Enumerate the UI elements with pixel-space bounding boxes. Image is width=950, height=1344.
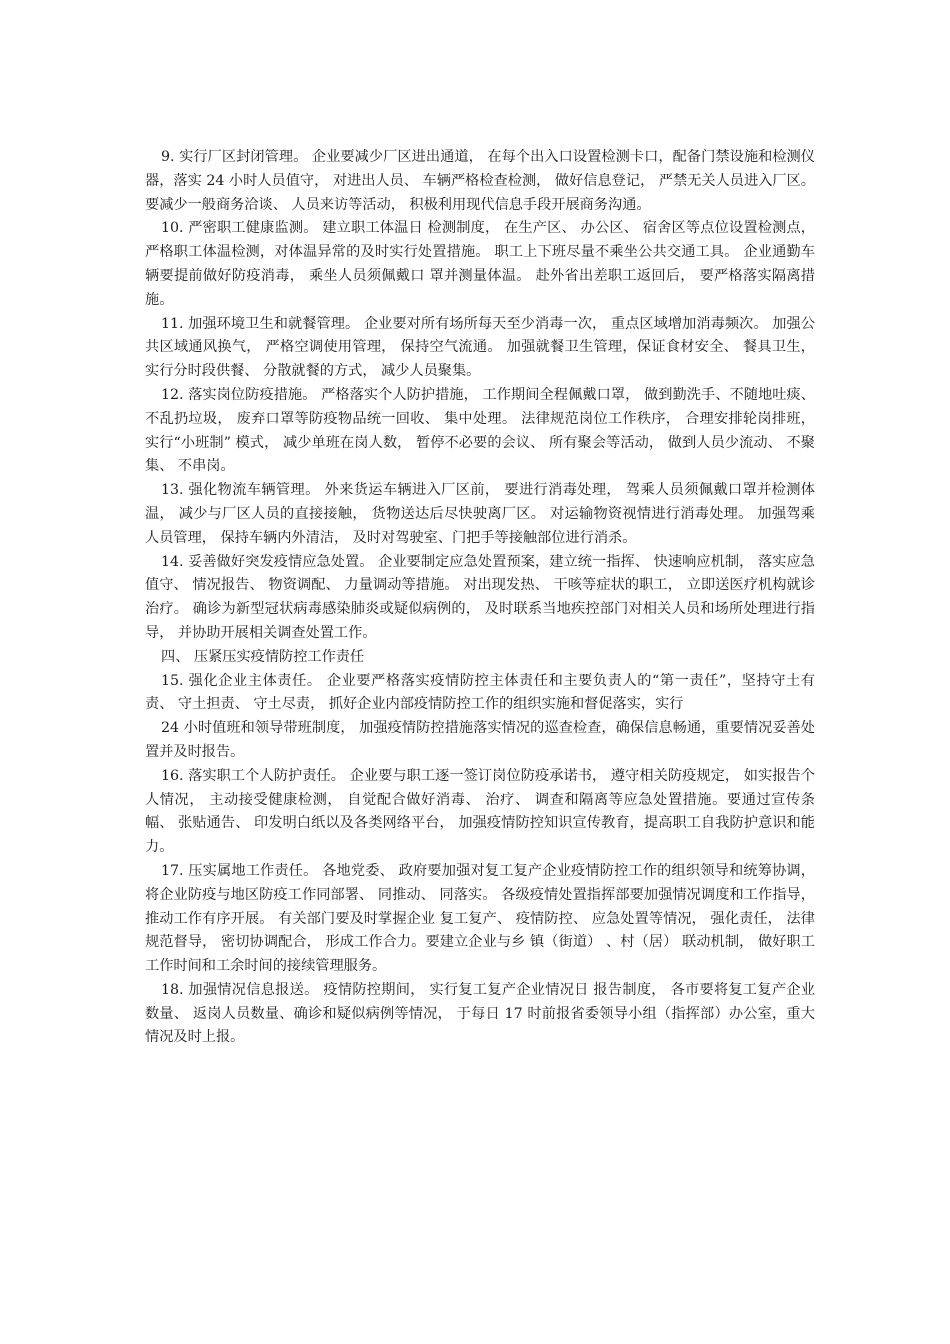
paragraph-15-continued: 24 小时值班和领导带班制度， 加强疫情防控措施落实情况的巡查检查，确保信息畅通，重要情况妥善处置并及时报告。 — [145, 720, 815, 760]
section-heading-4: 四、 压紧压实疫情防控工作责任 — [161, 648, 365, 665]
paragraph-15: 15. 强化企业主体责任。 企业要严格落实疫情防控主体责任和主要负责人的“第一责任”，坚持守土有责、 守土担责、 守土尽责， 抓好企业内部疫情防控工作的组织实施和督促落实，实行 — [145, 672, 815, 713]
paragraph-16: 16. 落实职工个人防护责任。 企业要与职工逐一签订岗位防疫承诺书， 遵守相关防疫规定， 如实报告个人情况， 主动接受健康检测， 自觉配合做好消毒、 治疗、 调查和隔离等应急处置措施。要通过宣传条幅、 张贴通告、 印发明白纸以及各类网络平台， 加强疫情防控知识宣传教育，提高职工自我防护意识和能力。 — [145, 767, 815, 856]
paragraph-17: 17. 压实属地工作责任。 各地党委、 政府要加强对复工复产企业疫情防控工作的组织领导和统筹协调， 将企业防疫与地区防疫工作同部署、 同推动、 同落实。 各级疫情处置指挥部要加强情况调度和工作指导， 推动工作有序开展。 有关部门要及时掌握企业 复工复产、 疫情防控、 应急处置等情况， 强化责任， 法律规范督导， 密切协调配合， 形成工作合力。要建立企业与乡 镇（街道） 、村（居） 联动机制， 做好职工工作时间和工余时间的接续管理服务。 — [145, 862, 815, 975]
paragraph-11: 11. 加强环境卫生和就餐管理。 企业要对所有场所每天至少消毒一次， 重点区域增加消毒频次。 加强公共区域通风换气， 严格空调使用管理， 保持空气流通。 加强就餐卫生管理，保证食材安全、 餐具卫生， 实行分时段供餐、 分散就餐的方式， 减少人员聚集。 — [145, 315, 815, 380]
paragraph-10: 10. 严密职工健康监测。 建立职工体温日 检测制度， 在生产区、 办公区、 宿舍区等点位设置检测点， 严格职工体温检测，对体温异常的及时实行处置措施。 职工上下班尽量不乘坐公共交通工具。 企业通勤车辆要提前做好防疫消毒， 乘坐人员须佩戴口 罩并测量体温。 赴外省出差职工返回后， 要严格落实隔离措施。 — [145, 220, 815, 308]
paragraph-13: 13. 强化物流车辆管理。 外来货运车辆进入厂区前， 要进行消毒处理， 驾乘人员须佩戴口罩并检测体温， 减少与厂区人员的直接接触， 货物送达后尽快驶离厂区。 对运输物资视情进行消毒处理。 加强驾乘人员管理， 保持车辆内外清洁， 及时对驾驶室、门把手等接触部位进行消杀。 — [145, 482, 815, 546]
paragraph-14: 14. 妥善做好突发疫情应急处置。 企业要制定应急处置预案，建立统一指挥、 快速响应机制， 落实应急值守、 情况报告、 物资调配、 力量调动等措施。 对出现发热、 干咳等症状的职工， 立即送医疗机构就诊治疗。 确诊为新型冠状病毒感染肺炎或疑似病例的， 及时联系当地疾控部门对相关人员和场所处理进行指导， 并协助开展相关调查处置工作。 — [145, 553, 815, 641]
document-page — [145, 146, 815, 1050]
paragraph-9: 9. 实行厂区封闭管理。 企业要减少厂区进出通道， 在每个出入口设置检测卡口，配备门禁设施和检测仪器，落实 24 小时人员值守， 对进出人员、 车辆严格检查检测， 做好信息登记， 严禁无关人员进入厂区。 要减少一般商务洽谈、 人员来访等活动， 积极利用现代信息手段开展商务沟通。 — [145, 149, 815, 213]
paragraph-18: 18. 加强情况信息报送。 疫情防控期间， 实行复工复产企业情况日 报告制度， 各市要将复工复产企业数量、 返岗人员数量、确诊和疑似病例等情况， 于每日 17 时前报省委领导小组（指挥部）办公室，重大情况及时上报。 — [145, 981, 815, 1046]
paragraph-12: 12. 落实岗位防疫措施。 严格落实个人防护措施， 工作期间全程佩戴口罩， 做到勤洗手、不随地吐痰、 不乱扔垃圾， 废弃口罩等防疫物品统一回收、 集中处理。 法律规范岗位工作秩序， 合理安排轮岗排班， 实行“小班制” 模式， 减少单班在岗人数， 暂停不必要的会议、 所有聚会等活动， 做到人员少流动、 不聚集、 不串岗。 — [145, 386, 815, 475]
